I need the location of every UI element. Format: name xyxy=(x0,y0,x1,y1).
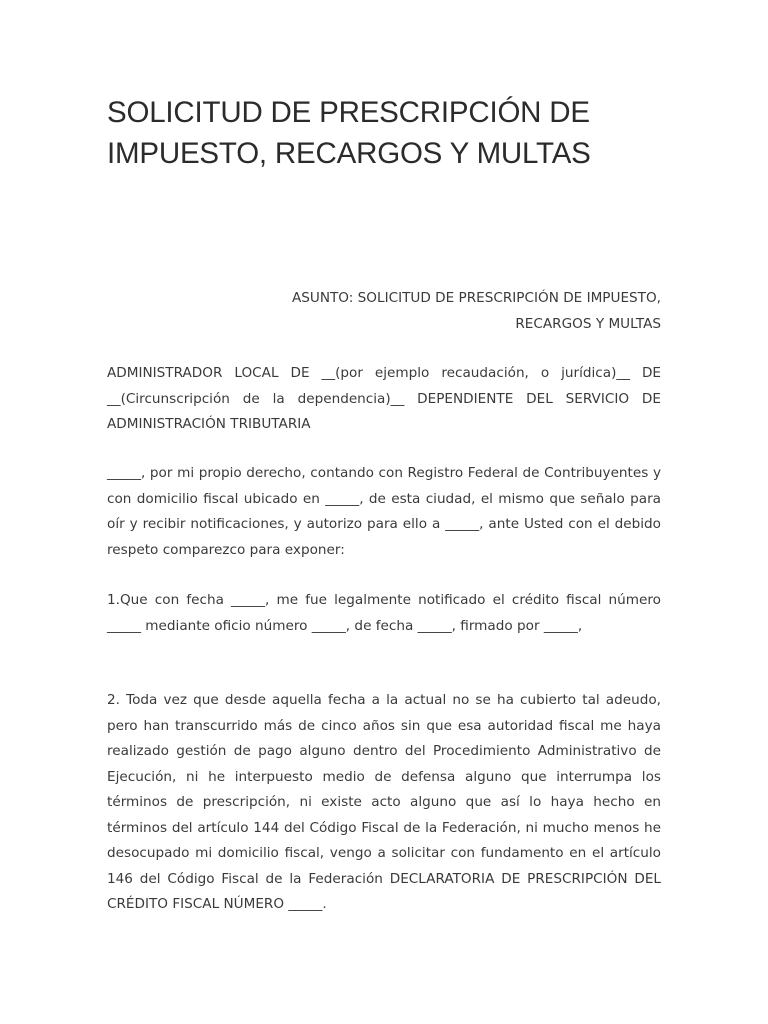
document-title: SOLICITUD DE PRESCRIPCIÓN DE IMPUESTO, RECARGOS Y MULTAS xyxy=(107,96,591,170)
addressee-paragraph: ADMINISTRADOR LOCAL DE __(por ejemplo recaudación, o jurídica)__ DE __(Circunscripción de la dependencia)__ DEPENDIENTE DEL SERVICIO DE ADMINISTRACIÓN TRIBUTARIA xyxy=(107,365,661,432)
intro-paragraph: _____, por mi propio derecho, contando con Registro Federal de Contribuyentes y con domicilio fiscal ubicado en _____, de esta ciudad, el mismo que señalo para oír y recibir notificaciones, y autorizo para ello a _____, ante Usted con el debido respeto comparezco para exponer: xyxy=(107,465,661,558)
point-two-paragraph: 2. Toda vez que desde aquella fecha a la actual no se ha cubierto tal adeudo, pero han transcurrido más de cinco años sin que esa autoridad fiscal me haya realizado gestión de pago alguno dentro del Procedimiento Administrativo de Ejecución, ni he interpuesto medio de defensa alguno que interrumpa los términos de prescripción, ni existe acto alguno que así lo haya hecho en términos del artículo 144 del Código Fiscal de la Federación, ni mucho menos he desocupado mi domicilio fiscal, vengo a solicitar con fundamento en el artículo 146 del Código Fiscal de la Federación DECLARATORIA DE PRESCRIPCIÓN DEL CRÉDITO FISCAL NÚMERO _____. xyxy=(107,692,661,912)
point-one-paragraph: 1.Que con fecha _____, me fue legalmente notificado el crédito fiscal número _____ mediante oficio número _____, de fecha _____, firmado por _____, xyxy=(107,592,661,634)
asunto-line: ASUNTO: SOLICITUD DE PRESCRIPCIÓN DE IMPUESTO, RECARGOS Y MULTAS xyxy=(291,290,661,332)
